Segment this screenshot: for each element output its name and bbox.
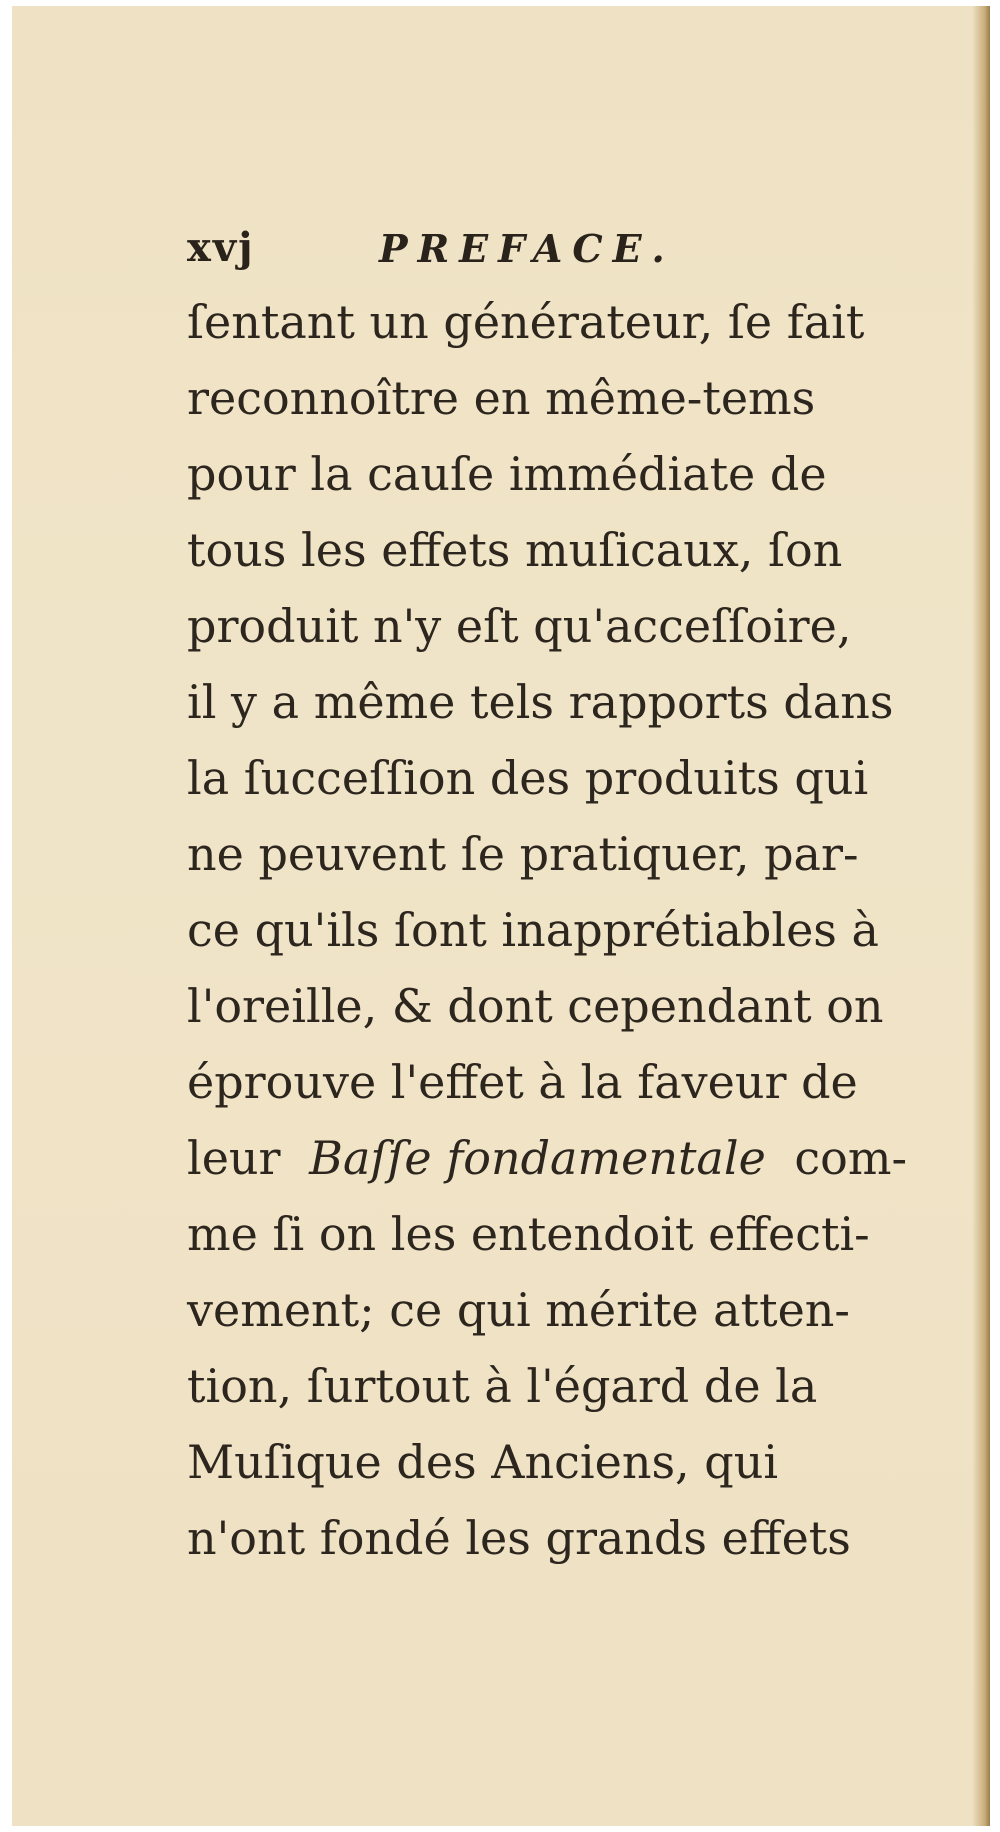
running-title: PREFACE.: [379, 226, 675, 271]
text-line: ce qu'ils ſont inapprétiables à: [187, 903, 879, 957]
text-line: me ſi on les entendoit effecti-: [187, 1207, 870, 1261]
text-line: ne peuvent ſe pratiquer, par-: [187, 827, 859, 881]
text-line: pour la cauſe immédiate de: [187, 447, 827, 501]
page-header: [187, 224, 675, 271]
text-line: tion, ſurtout à l'égard de la: [187, 1359, 818, 1413]
text-line: éprouve l'effet à la faveur de: [187, 1055, 858, 1109]
text-segment: leur: [187, 1131, 281, 1185]
folio: xvj: [187, 224, 255, 271]
text-line: Muſique des Anciens, qui: [187, 1435, 779, 1489]
text-segment: com-: [794, 1131, 907, 1185]
body-text: [187, 284, 907, 1576]
text-line: reconnoître en même-tems: [187, 371, 816, 425]
text-line: l'oreille, & dont cependant on: [187, 979, 884, 1033]
text-line-mixed: [187, 1120, 907, 1196]
text-line: n'ont fondé les grands effets: [187, 1511, 851, 1565]
text-line: tous les effets muſicaux, ſon: [187, 523, 843, 577]
italic-term: Baſſe fondamentale: [309, 1131, 766, 1185]
text-line: produit n'y eſt qu'acceſſoire,: [187, 599, 852, 653]
text-line: il y a même tels rapports dans: [187, 675, 894, 729]
text-line: la ſucceſſion des produits qui: [187, 751, 869, 805]
text-line: ſentant un générateur, ſe fait: [187, 295, 865, 349]
text-line: vement; ce qui mérite atten-: [187, 1283, 850, 1337]
book-page: [12, 6, 990, 1826]
